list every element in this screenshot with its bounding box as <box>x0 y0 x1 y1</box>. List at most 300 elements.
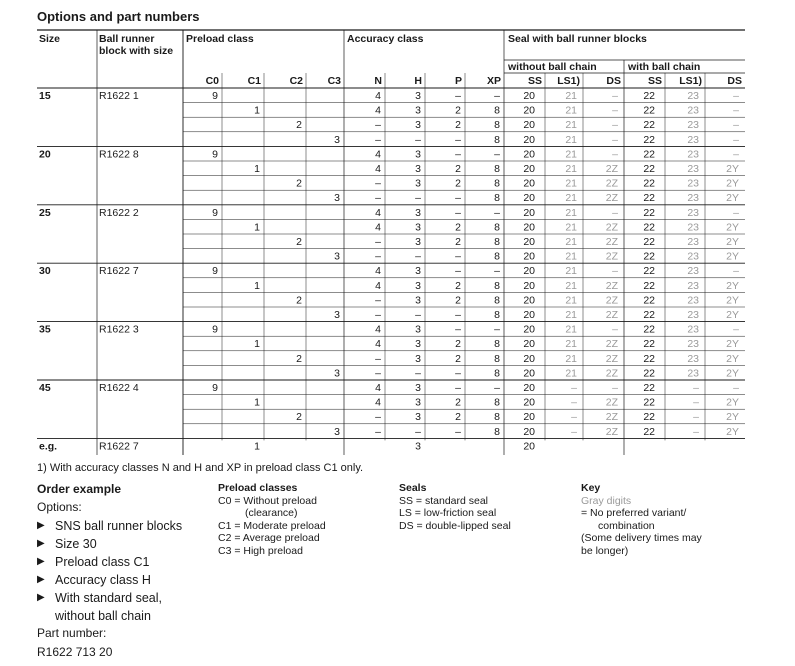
cell-seal: 20 <box>523 133 535 146</box>
cell-n: – <box>375 133 381 146</box>
key-legend-line: Gray digits <box>581 494 632 507</box>
cell-n: 4 <box>375 221 381 234</box>
cell-c2: 2 <box>296 119 302 132</box>
cell-n: – <box>375 425 381 438</box>
cell-c1: 1 <box>254 338 260 351</box>
key-legend-line: be longer) <box>581 544 629 557</box>
cell-p: 2 <box>455 221 461 234</box>
cell-h: 3 <box>415 206 421 219</box>
cell-seal: 21 <box>565 352 577 365</box>
cell-seal: 22 <box>643 265 655 278</box>
cell-n: – <box>375 411 381 424</box>
cell-h: 3 <box>415 265 421 278</box>
group-size: 15 <box>39 90 51 102</box>
cell-seal: 22 <box>643 236 655 248</box>
cell-xp: 8 <box>494 119 500 132</box>
cell-h: 3 <box>415 104 421 117</box>
key-legend-line: = No preferred variant/ <box>581 507 687 519</box>
cell-seal: 2Z <box>605 309 618 321</box>
cell-p: – <box>455 206 461 219</box>
group-size: 45 <box>39 382 51 394</box>
sub-header-h: H <box>414 75 422 87</box>
cell-n: 4 <box>375 396 381 409</box>
cell-c3: 3 <box>334 192 340 205</box>
cell-p: – <box>455 148 461 161</box>
cell-seal: 2Y <box>726 192 739 205</box>
cell-xp: – <box>494 148 500 161</box>
cell-seal: 22 <box>643 279 655 292</box>
cell-seal: 20 <box>523 382 535 394</box>
cell-seal: 2Z <box>605 250 618 263</box>
seal-legend <box>399 482 511 532</box>
sub-header-ds: DS <box>606 75 621 87</box>
cell-seal: 21 <box>565 250 577 263</box>
cell-seal: 23 <box>687 206 699 219</box>
cell-c1: 1 <box>254 104 260 117</box>
cell-seal: 23 <box>687 177 699 190</box>
cell-seal: 22 <box>643 250 655 263</box>
cell-seal: 20 <box>523 250 535 263</box>
cell-seal: – <box>733 148 739 161</box>
cell-seal: 20 <box>523 411 535 424</box>
sub-header-ss: SS <box>647 75 662 87</box>
cell-n: 4 <box>375 148 381 161</box>
seal-legend-line: DS = double-lipped seal <box>399 519 511 532</box>
cell-seal: 22 <box>643 367 655 380</box>
cell-seal: 22 <box>643 396 655 409</box>
cell-xp: 8 <box>494 177 500 190</box>
cell-xp: – <box>494 206 500 219</box>
list-item-continuation: without ball chain <box>55 609 151 623</box>
cell-seal: 23 <box>687 352 699 365</box>
seal-legend-line: LS = low-friction seal <box>399 507 497 519</box>
group-part-number: R1622 2 <box>99 206 139 219</box>
cell-seal: 22 <box>643 163 655 175</box>
cell-seal: 23 <box>687 323 699 336</box>
cell-xp: – <box>494 90 500 102</box>
cell-xp: 8 <box>494 104 500 117</box>
cell-p: 2 <box>455 338 461 351</box>
cell-seal: 21 <box>565 133 577 146</box>
header-preload: Preload class <box>186 33 254 45</box>
cell-seal: 20 <box>523 163 535 175</box>
cell-n: 4 <box>375 323 381 336</box>
cell-seal: 23 <box>687 338 699 351</box>
cell-h: 3 <box>415 323 421 336</box>
cell-p: 2 <box>455 294 461 307</box>
cell-p: – <box>455 323 461 336</box>
sub-header-c0: C0 <box>205 75 219 87</box>
cell-xp: 8 <box>494 163 500 175</box>
cell-seal: 22 <box>643 133 655 146</box>
header-size: Size <box>39 33 61 45</box>
cell-seal: – <box>571 396 577 409</box>
cell-seal: 22 <box>643 352 655 365</box>
list-item: ▶ Size 30 <box>37 537 97 551</box>
footnote: 1) With accuracy classes N and H and XP in preload class C1 only. <box>37 462 364 474</box>
cell-seal: 22 <box>643 192 655 205</box>
cell-seal: 23 <box>687 148 699 161</box>
cell-h: 3 <box>415 177 421 190</box>
cell-h: 3 <box>415 294 421 307</box>
cell-seal: 21 <box>565 338 577 351</box>
cell-seal: 20 <box>523 425 535 438</box>
example-label: e.g. <box>39 440 58 453</box>
cell-xp: 8 <box>494 236 500 248</box>
cell-seal: 2Y <box>726 177 739 190</box>
cell-seal: – <box>612 382 618 394</box>
preload-legend-line: C1 = Moderate preload <box>218 519 326 532</box>
cell-seal: 20 <box>523 338 535 351</box>
cell-seal: 21 <box>565 367 577 380</box>
cell-seal: 2Y <box>726 294 739 307</box>
cell-seal: 23 <box>687 236 699 248</box>
cell-h: 3 <box>415 148 421 161</box>
cell-seal: 2Z <box>605 163 618 175</box>
cell-xp: 8 <box>494 250 500 263</box>
group-size: 25 <box>39 206 51 219</box>
cell-seal: 20 <box>523 206 535 219</box>
list-item: ▶ Accuracy class H <box>37 573 151 587</box>
cell-seal: 2Y <box>726 352 739 365</box>
cell-p: 2 <box>455 236 461 248</box>
cell-seal: 22 <box>643 425 655 438</box>
cell-seal: 2Z <box>605 236 618 248</box>
key-legend-line: combination <box>598 519 655 532</box>
cell-seal: 20 <box>523 265 535 278</box>
cell-seal: 20 <box>523 294 535 307</box>
cell-seal: – <box>733 206 739 219</box>
cell-seal: 22 <box>643 382 655 394</box>
cell-h: 3 <box>415 236 421 248</box>
list-item: ▶ With standard seal, <box>37 591 162 605</box>
cell-h: – <box>415 367 421 380</box>
bullet-triangle-icon: ▶ <box>37 520 45 531</box>
cell-seal: 21 <box>565 104 577 117</box>
cell-seal: 23 <box>687 133 699 146</box>
cell-h: 3 <box>415 90 421 102</box>
cell-c0: 9 <box>212 323 218 336</box>
cell-h: 3 <box>415 279 421 292</box>
cell-seal: 22 <box>643 90 655 102</box>
cell-seal: 20 <box>523 279 535 292</box>
group-part-number: R1622 7 <box>99 265 139 278</box>
cell-seal: – <box>612 323 618 336</box>
cell-p: – <box>455 133 461 146</box>
order-example-title: Order example <box>37 482 122 496</box>
cell-seal: 2Y <box>726 250 739 263</box>
cell-seal: 2Y <box>726 411 739 424</box>
cell-seal: 2Y <box>726 425 739 438</box>
group-part-number: R1622 8 <box>99 148 139 161</box>
cell-seal: 23 <box>687 294 699 307</box>
cell-seal: 2Y <box>726 221 739 234</box>
cell-seal: 2Z <box>605 367 618 380</box>
cell-seal: 22 <box>643 119 655 132</box>
cell-seal: 20 <box>523 90 535 102</box>
cell-seal: – <box>733 323 739 336</box>
cell-c0: 9 <box>212 382 218 394</box>
cell-seal: 23 <box>687 250 699 263</box>
cell-seal: 21 <box>565 177 577 190</box>
preload-legend-line: C2 = Average preload <box>218 532 320 544</box>
cell-seal: – <box>733 265 739 278</box>
cell-seal: 2Z <box>605 425 618 438</box>
cell-seal: 21 <box>565 90 577 102</box>
cell-seal: 22 <box>643 338 655 351</box>
cell-seal: 2Z <box>605 338 618 351</box>
cell-seal: 2Z <box>605 411 618 424</box>
cell-xp: 8 <box>494 221 500 234</box>
cell-seal: 20 <box>523 192 535 205</box>
bullet-triangle-icon: ▶ <box>37 574 45 585</box>
header-with-chain: with ball chain <box>628 61 701 73</box>
cell-seal: 21 <box>565 265 577 278</box>
preload-legend-line: C3 = High preload <box>218 544 303 557</box>
cell-p: 2 <box>455 119 461 132</box>
sub-header-c3: C3 <box>327 75 341 87</box>
cell-seal: 22 <box>643 148 655 161</box>
cell-c2: 2 <box>296 177 302 190</box>
example-c1: 1 <box>254 440 260 453</box>
cell-c0: 9 <box>212 265 218 278</box>
cell-h: – <box>415 250 421 263</box>
sub-header-ss: SS <box>527 75 542 87</box>
cell-c3: 3 <box>334 250 340 263</box>
cell-seal: – <box>733 382 739 394</box>
cell-n: – <box>375 236 381 248</box>
cell-h: 3 <box>415 396 421 409</box>
cell-xp: – <box>494 323 500 336</box>
cell-n: 4 <box>375 338 381 351</box>
cell-seal: – <box>612 119 618 132</box>
key-legend-title: Key <box>581 482 601 494</box>
cell-seal: – <box>693 425 699 438</box>
key-legend <box>581 482 702 557</box>
cell-h: 3 <box>415 382 421 394</box>
cell-seal: 21 <box>565 221 577 234</box>
cell-c1: 1 <box>254 163 260 175</box>
cell-xp: 8 <box>494 309 500 321</box>
cell-xp: 8 <box>494 279 500 292</box>
list-item: ▶ SNS ball runner blocks <box>37 519 183 533</box>
cell-seal: 2Y <box>726 396 739 409</box>
cell-n: – <box>375 309 381 321</box>
cell-seal: – <box>693 411 699 424</box>
sub-header-xp: XP <box>486 75 501 87</box>
cell-c1: 1 <box>254 279 260 292</box>
cell-p: 2 <box>455 352 461 365</box>
group-size: 35 <box>39 323 51 336</box>
cell-seal: 2Z <box>605 279 618 292</box>
header-without-chain: without ball chain <box>508 61 597 73</box>
cell-seal: 2Y <box>726 367 739 380</box>
cell-seal: 21 <box>565 119 577 132</box>
cell-seal: 2Y <box>726 338 739 351</box>
cell-seal: – <box>693 382 699 394</box>
cell-n: – <box>375 352 381 365</box>
cell-seal: 20 <box>523 323 535 336</box>
group-part-number: R1622 4 <box>99 382 139 394</box>
cell-seal: 21 <box>565 294 577 307</box>
preload-legend-line: (clearance) <box>245 507 298 519</box>
cell-p: – <box>455 192 461 205</box>
cell-p: – <box>455 250 461 263</box>
cell-xp: 8 <box>494 294 500 307</box>
cell-c1: 1 <box>254 396 260 409</box>
cell-seal: 20 <box>523 309 535 321</box>
sub-header-p: P <box>454 75 462 87</box>
cell-seal: 20 <box>523 119 535 132</box>
cell-p: – <box>455 367 461 380</box>
cell-seal: – <box>571 411 577 424</box>
cell-seal: 23 <box>687 265 699 278</box>
cell-c0: 9 <box>212 206 218 219</box>
cell-n: 4 <box>375 90 381 102</box>
cell-seal: 22 <box>643 323 655 336</box>
part-number-label: Part number: <box>37 626 107 640</box>
cell-h: 3 <box>415 352 421 365</box>
cell-seal: 22 <box>643 206 655 219</box>
cell-c0: 9 <box>212 148 218 161</box>
cell-seal: 23 <box>687 104 699 117</box>
group-part-number: R1622 3 <box>99 323 139 336</box>
cell-seal: 2Y <box>726 163 739 175</box>
cell-xp: 8 <box>494 192 500 205</box>
cell-h: 3 <box>415 221 421 234</box>
cell-c1: 1 <box>254 221 260 234</box>
cell-seal: 21 <box>565 309 577 321</box>
example-h: 3 <box>415 440 421 453</box>
cell-p: 2 <box>455 163 461 175</box>
cell-seal: 2Z <box>605 396 618 409</box>
sub-header-c1: C1 <box>247 75 261 87</box>
cell-seal: 21 <box>565 236 577 248</box>
cell-seal: 2Y <box>726 236 739 248</box>
cell-seal: 21 <box>565 323 577 336</box>
cell-p: – <box>455 265 461 278</box>
cell-seal: 23 <box>687 279 699 292</box>
cell-h: – <box>415 192 421 205</box>
cell-p: – <box>455 425 461 438</box>
cell-seal: 23 <box>687 367 699 380</box>
cell-c2: 2 <box>296 294 302 307</box>
cell-seal: 2Y <box>726 309 739 321</box>
cell-seal: – <box>733 119 739 132</box>
group-part-number: R1622 1 <box>99 90 139 102</box>
example-ss: 20 <box>523 440 535 453</box>
cell-seal: 22 <box>643 294 655 307</box>
cell-c3: 3 <box>334 309 340 321</box>
cell-seal: 23 <box>687 192 699 205</box>
cell-seal: – <box>612 148 618 161</box>
cell-n: – <box>375 367 381 380</box>
cell-xp: 8 <box>494 367 500 380</box>
cell-p: 2 <box>455 396 461 409</box>
cell-p: 2 <box>455 279 461 292</box>
cell-c3: 3 <box>334 367 340 380</box>
cell-n: – <box>375 177 381 190</box>
cell-seal: 20 <box>523 367 535 380</box>
preload-legend-title: Preload classes <box>218 482 298 494</box>
order-options-label: Options: <box>37 500 82 514</box>
preload-legend <box>218 482 326 557</box>
cell-n: 4 <box>375 104 381 117</box>
cell-xp: 8 <box>494 425 500 438</box>
bullet-triangle-icon: ▶ <box>37 592 45 603</box>
cell-n: – <box>375 250 381 263</box>
bullet-triangle-icon: ▶ <box>37 538 45 549</box>
cell-seal: 2Z <box>605 221 618 234</box>
cell-h: 3 <box>415 163 421 175</box>
cell-c3: 3 <box>334 133 340 146</box>
cell-seal: – <box>571 425 577 438</box>
cell-seal: – <box>612 265 618 278</box>
cell-n: – <box>375 294 381 307</box>
cell-seal: 20 <box>523 236 535 248</box>
header-accuracy: Accuracy class <box>347 33 424 45</box>
header-block: block with size <box>99 45 174 57</box>
cell-n: 4 <box>375 279 381 292</box>
cell-seal: 22 <box>643 104 655 117</box>
cell-seal: 20 <box>523 352 535 365</box>
cell-n: 4 <box>375 265 381 278</box>
cell-h: – <box>415 309 421 321</box>
cell-c2: 2 <box>296 352 302 365</box>
header-seal: Seal with ball runner blocks <box>508 33 647 45</box>
cell-xp: – <box>494 265 500 278</box>
cell-seal: 22 <box>643 411 655 424</box>
cell-seal: 23 <box>687 119 699 132</box>
cell-seal: 20 <box>523 396 535 409</box>
cell-p: 2 <box>455 411 461 424</box>
cell-c3: 3 <box>334 425 340 438</box>
cell-seal: – <box>733 104 739 117</box>
cell-p: – <box>455 90 461 102</box>
cell-xp: 8 <box>494 411 500 424</box>
cell-seal: – <box>693 396 699 409</box>
cell-seal: – <box>733 90 739 102</box>
cell-p: 2 <box>455 104 461 117</box>
cell-xp: 8 <box>494 338 500 351</box>
cell-xp: 8 <box>494 396 500 409</box>
cell-n: 4 <box>375 382 381 394</box>
cell-seal: 2Z <box>605 192 618 205</box>
cell-xp: – <box>494 382 500 394</box>
seal-legend-title: Seals <box>399 482 427 494</box>
bullet-triangle-icon: ▶ <box>37 556 45 567</box>
key-legend-line: (Some delivery times may <box>581 532 702 544</box>
cell-n: 4 <box>375 163 381 175</box>
part-number-value: R1622 713 20 <box>37 645 113 659</box>
cell-seal: 23 <box>687 309 699 321</box>
cell-seal: 22 <box>643 221 655 234</box>
cell-seal: – <box>612 90 618 102</box>
group-size: 20 <box>39 148 51 161</box>
sub-header-n: N <box>374 75 382 87</box>
cell-seal: 21 <box>565 206 577 219</box>
cell-seal: 2Y <box>726 279 739 292</box>
cell-c0: 9 <box>212 90 218 102</box>
cell-seal: – <box>571 382 577 394</box>
cell-c2: 2 <box>296 236 302 248</box>
example-part-number: R1622 7 <box>99 440 139 453</box>
cell-seal: 20 <box>523 104 535 117</box>
cell-p: 2 <box>455 177 461 190</box>
order-options-list <box>37 517 182 625</box>
cell-n: 4 <box>375 206 381 219</box>
cell-seal: 20 <box>523 148 535 161</box>
